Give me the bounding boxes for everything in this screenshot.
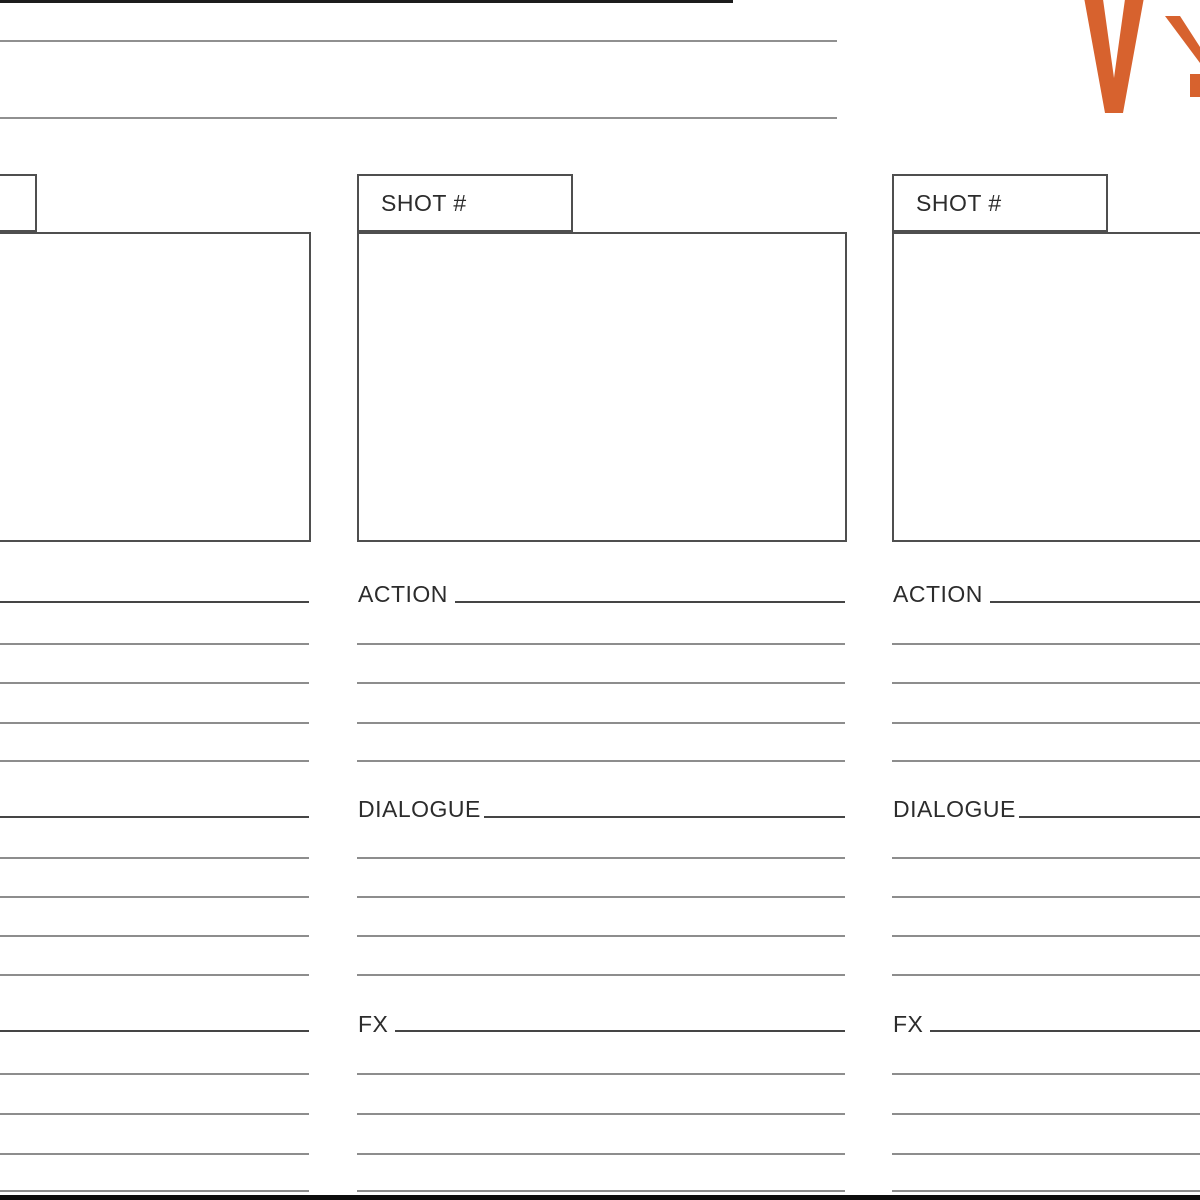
shot-number-tab — [892, 174, 1108, 232]
ruled-line — [892, 1113, 1200, 1115]
action-underline — [455, 601, 845, 603]
ruled-line — [357, 682, 845, 684]
logo-letter-y-arm — [1165, 16, 1200, 63]
brand-logo-icon — [1083, 0, 1200, 113]
storyboard-frame — [892, 232, 1200, 542]
ruled-line — [357, 857, 845, 859]
ruled-line — [892, 643, 1200, 645]
ruled-line — [0, 896, 309, 898]
ruled-line — [357, 1113, 845, 1115]
dialogue-label: DIALOGUE — [893, 796, 1016, 822]
ruled-line — [0, 643, 309, 645]
dialogue-underline — [0, 816, 309, 818]
header-top-edge-line — [0, 0, 733, 3]
ruled-line — [357, 760, 845, 762]
action-underline — [0, 601, 309, 603]
fx-underline — [930, 1030, 1200, 1032]
dialogue-underline — [1019, 816, 1200, 818]
ruled-line — [357, 935, 845, 937]
logo-letter-v — [1083, 0, 1145, 113]
bottom-edge-bar — [0, 1195, 1200, 1200]
storyboard-column-middle — [357, 173, 847, 1200]
ruled-line — [357, 722, 845, 724]
storyboard-column-right — [892, 173, 1200, 1200]
action-label: ACTION — [893, 581, 983, 607]
ruled-line — [0, 1073, 309, 1075]
fx-label: FX — [358, 1011, 389, 1037]
fx-label: FX — [893, 1011, 924, 1037]
dialogue-underline — [484, 816, 845, 818]
header-field-line-1 — [0, 40, 837, 42]
ruled-line — [0, 1190, 309, 1192]
ruled-line — [892, 1153, 1200, 1155]
fx-underline — [395, 1030, 845, 1032]
ruled-line — [892, 1073, 1200, 1075]
ruled-line — [357, 896, 845, 898]
ruled-line — [0, 974, 309, 976]
fx-underline — [0, 1030, 309, 1032]
ruled-line — [0, 857, 309, 859]
ruled-line — [0, 682, 309, 684]
ruled-line — [892, 682, 1200, 684]
ruled-line — [357, 1190, 845, 1192]
ruled-line — [357, 1073, 845, 1075]
ruled-line — [357, 974, 845, 976]
action-underline — [990, 601, 1200, 603]
ruled-line — [892, 760, 1200, 762]
header-field-line-2 — [0, 117, 837, 119]
ruled-line — [0, 1153, 309, 1155]
ruled-line — [0, 760, 309, 762]
ruled-line — [357, 643, 845, 645]
logo-letter-y-stem — [1190, 74, 1200, 97]
ruled-line — [892, 896, 1200, 898]
storyboard-frame — [0, 232, 311, 542]
storyboard-column-left — [0, 173, 311, 1200]
ruled-line — [892, 1190, 1200, 1192]
dialogue-label: DIALOGUE — [358, 796, 481, 822]
ruled-line — [0, 1113, 309, 1115]
ruled-line — [892, 722, 1200, 724]
ruled-line — [0, 722, 309, 724]
shot-number-label: SHOT # — [381, 190, 467, 216]
shot-number-label: SHOT # — [916, 190, 1002, 216]
shot-number-tab — [0, 174, 37, 232]
ruled-line — [892, 935, 1200, 937]
ruled-line — [0, 935, 309, 937]
ruled-line — [357, 1153, 845, 1155]
shot-number-tab — [357, 174, 573, 232]
ruled-line — [892, 974, 1200, 976]
action-label: ACTION — [358, 581, 448, 607]
ruled-line — [892, 857, 1200, 859]
storyboard-frame — [357, 232, 847, 542]
shot-number-label — [0, 176, 35, 230]
